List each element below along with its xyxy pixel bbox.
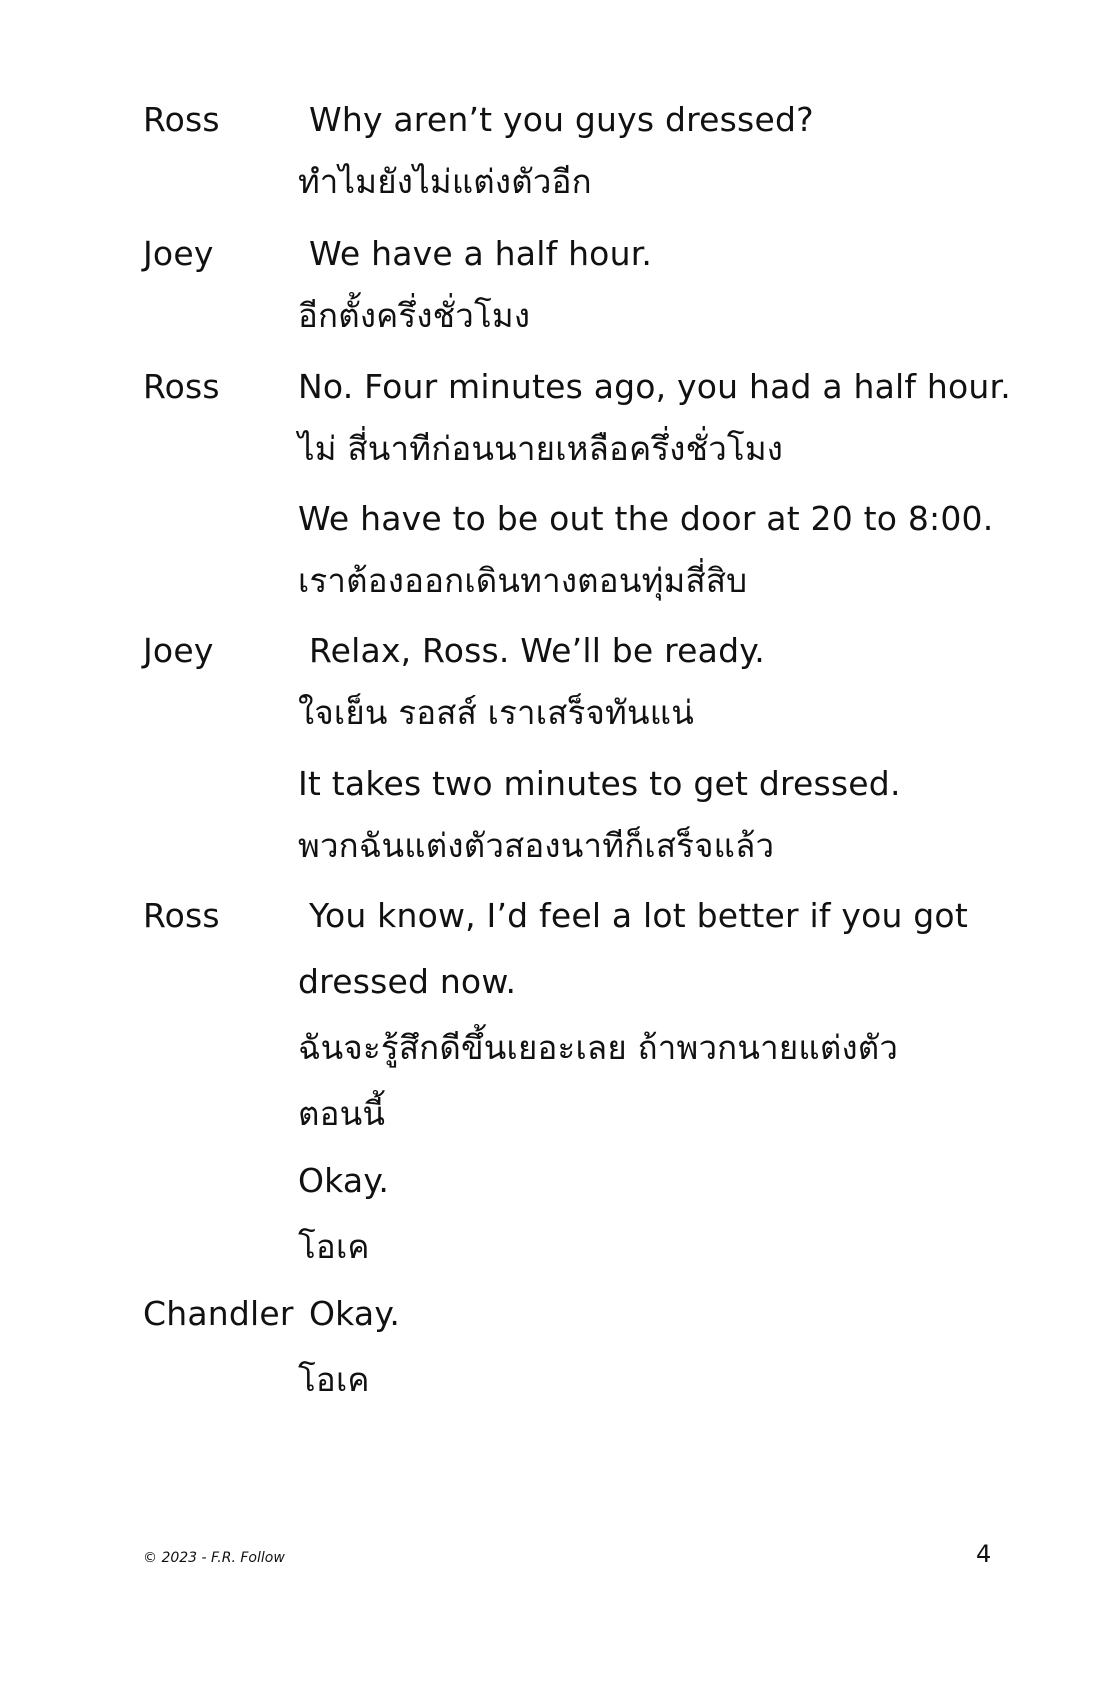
dialogue-line-thai: ใจเย็น รอสส์ เราเสร็จทันแน่ (298, 693, 694, 732)
dialogue-line-english: Relax, Ross. We’ll be ready. (309, 631, 765, 670)
copyright-notice: © 2023 - F.R. Follow (143, 1550, 285, 1566)
dialogue-line-english: Why aren’t you guys dressed? (309, 100, 814, 139)
dialogue-line-english: No. Four minutes ago, you had a half hour. (298, 367, 1011, 406)
speaker-name: Chandler (143, 1294, 294, 1333)
dialogue-line-english: Okay. (298, 1161, 390, 1200)
dialogue-line-thai: เราต้องออกเดินทางตอนทุ่มสี่สิบ (298, 561, 748, 600)
dialogue-line-thai: ฉันจะรู้สึกดีขึ้นเยอะเลย ถ้าพวกนายแต่งตัว (298, 1028, 899, 1067)
dialogue-line-thai: พวกฉันแต่งตัวสองนาทีก็เสร็จแล้ว (298, 826, 775, 865)
dialogue-line-thai: ตอนนี้ (298, 1094, 386, 1133)
dialogue-line-english: It takes two minutes to get dressed. (298, 764, 901, 803)
speaker-name: Ross (143, 367, 220, 406)
dialogue-line-english: You know, I’d feel a lot better if you got (309, 896, 968, 935)
speaker-name: Ross (143, 100, 220, 139)
speaker-name: Ross (143, 896, 220, 935)
dialogue-line-english: Okay. (309, 1294, 401, 1333)
dialogue-line-thai: ทำไมยังไม่แต่งตัวอีก (298, 162, 592, 201)
speaker-name: Joey (143, 234, 214, 273)
dialogue-line-thai: โอเค (298, 1360, 370, 1399)
dialogue-line-english: dressed now. (298, 962, 517, 1001)
dialogue-line-thai: โอเค (298, 1227, 370, 1266)
dialogue-line-english: We have a half hour. (309, 234, 653, 273)
speaker-name: Joey (143, 631, 214, 670)
dialogue-line-english: We have to be out the door at 20 to 8:00. (298, 499, 994, 538)
dialogue-line-thai: อีกตั้งครึ่งชั่วโมง (298, 296, 531, 335)
dialogue-line-thai: ไม่ สี่นาทีก่อนนายเหลือครึ่งชั่วโมง (298, 429, 784, 468)
page-number: 4 (976, 1540, 992, 1568)
